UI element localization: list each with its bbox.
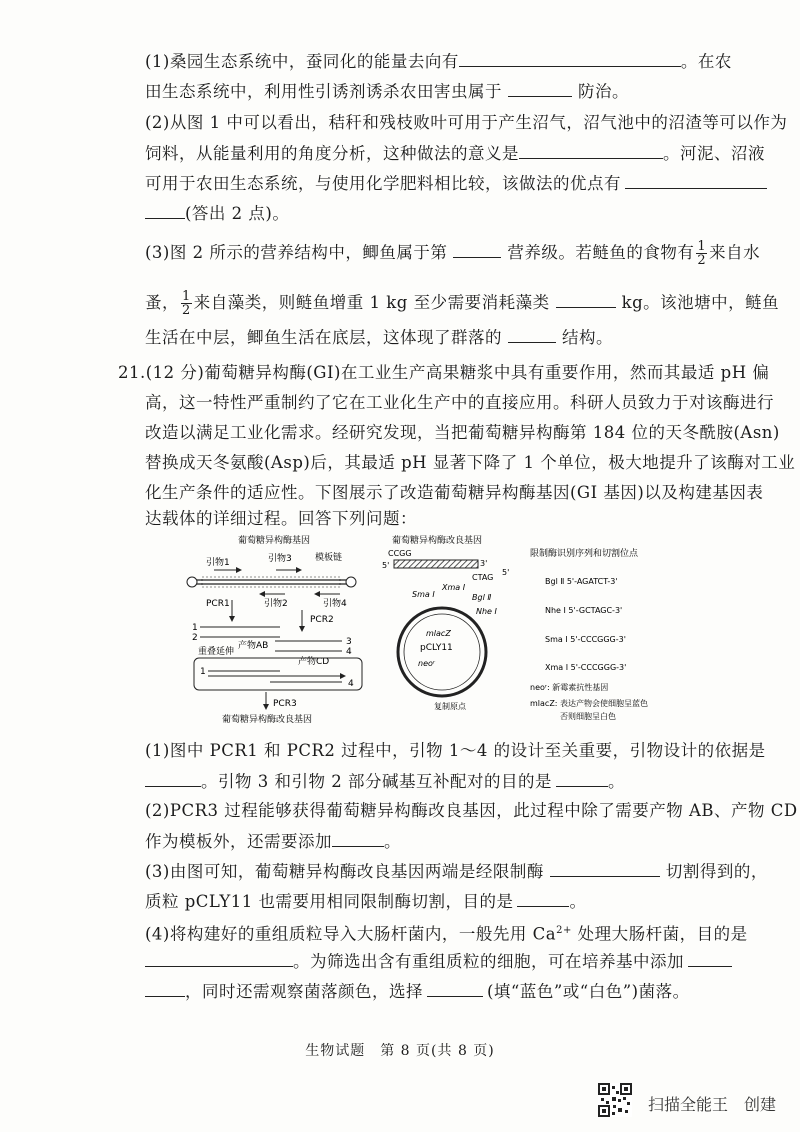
overlap-pcr-diagram <box>187 534 362 725</box>
answer-blank[interactable] <box>459 50 681 67</box>
q21-intro-4: 替换成天冬氨酸(Asp)后，其最适 pH 显著下降了 1 个单位，极大地提升了该酶对工业 <box>145 453 796 472</box>
answer-blank[interactable] <box>550 860 660 877</box>
svg-text:否则细胞呈白色: 否则细胞呈白色 <box>560 712 616 721</box>
right-title: 限制酶识别序列和切割位点 <box>530 549 639 559</box>
answer-blank[interactable] <box>508 80 572 97</box>
svg-text:Xma Ⅰ 5'-CCCGGG-3': Xma Ⅰ 5'-CCCGGG-3' <box>545 663 627 672</box>
left-bottom-label: 葡萄糖异构酶改良基因 <box>222 715 313 725</box>
plasmid-name: pCLY11 <box>420 643 453 653</box>
answer-blank[interactable] <box>556 770 608 787</box>
mid-title: 葡萄糖异构酶改良基因 <box>392 536 483 546</box>
q21-intro-2: 高，这一特性严重制约了它在工业化生产中的直接应用。科研人员致力于对该酶进行 <box>145 393 774 412</box>
answer-blank[interactable] <box>517 890 569 907</box>
svg-text:4: 4 <box>348 679 354 689</box>
q20-line1: (1)桑园生态系统中，蚕同化的能量去向有 。在农 <box>145 52 732 71</box>
svg-text:neoʳ: neoʳ <box>418 659 435 668</box>
q21-s1-line2: 。引物 3 和引物 2 部分碱基互补配对的目的是 。 <box>145 770 625 793</box>
answer-blank[interactable] <box>453 241 501 258</box>
q20-line5: 可用于农田生态系统，与使用化学肥料相比较，该做法的优点有 <box>145 172 767 195</box>
pcr2-label: PCR2 <box>310 615 334 625</box>
scanner-watermark: 扫描全能王 创建 <box>648 1095 777 1114</box>
q21-s2-line2: 作为模板外，还需要添加 。 <box>145 832 401 851</box>
pcr1-label: PCR1 <box>206 599 230 609</box>
q21-s4-line3: ，同时还需观察菌落颜色，选择 (填“蓝色”或“白色”)菌落。 <box>145 980 690 1003</box>
pcr3-label: PCR3 <box>273 699 297 709</box>
q20-line4: 饲料，从能量利用的角度分析，这种做法的意义是 。河泥、沼液 <box>145 144 765 163</box>
gene-construction-figure <box>180 530 680 730</box>
product-cd-label: 产物CD <box>298 657 330 667</box>
svg-text:2: 2 <box>192 633 198 643</box>
answer-blank[interactable] <box>688 950 732 967</box>
ccgg-label: CCGG <box>388 549 412 558</box>
answer-blank[interactable] <box>625 172 767 189</box>
svg-text:Bgl Ⅱ: Bgl Ⅱ <box>472 593 492 602</box>
primer2-label: 引物2 <box>264 599 288 609</box>
svg-text:4: 4 <box>346 647 352 657</box>
template-chain-label: 模板链 <box>315 553 343 563</box>
answer-blank[interactable] <box>519 142 663 159</box>
q21-s3-line1: (3)由图可知，葡萄糖异构酶改良基因两端是经限制酶 切割得到的， <box>145 862 768 881</box>
ctag-label: CTAG <box>472 573 494 582</box>
fraction-half: $\frac{1}{2}$ <box>182 289 191 318</box>
svg-text:5': 5' <box>382 561 390 570</box>
q20-line9: 生活在中层，鲫鱼生活在底层，这体现了群落的 结构。 <box>145 328 613 347</box>
answer-blank[interactable] <box>556 291 616 308</box>
answer-blank[interactable] <box>145 202 185 219</box>
q20-line8: 蚤， $\frac{1}{2}$ 来自藻类，则鲢鱼增重 1 kg 至少需要消耗藻类 kg。该池塘中，鲢鱼 <box>145 289 780 318</box>
q21-s3-line2: 质粒 pCLY11 也需要用相同限制酶切割，目的是 。 <box>145 892 587 911</box>
answer-blank[interactable] <box>145 950 293 967</box>
svg-text:5': 5' <box>502 568 510 577</box>
svg-text:Nhe Ⅰ 5'-GCTAGC-3': Nhe Ⅰ 5'-GCTAGC-3' <box>545 606 623 615</box>
answer-blank[interactable] <box>145 980 185 997</box>
primer4-label: 引物4 <box>323 599 347 609</box>
svg-text:Nhe Ⅰ: Nhe Ⅰ <box>476 607 497 616</box>
svg-text:neoʳ: 新霉素抗性基因: neoʳ: 新霉素抗性基因 <box>530 683 609 692</box>
page-footer: 生物试题 第 8 页(共 8 页) <box>305 1043 495 1059</box>
answer-blank[interactable] <box>332 830 384 847</box>
q21-s4-line2: 。为筛选出含有重组质粒的细胞，可在培养基中添加 <box>145 950 732 973</box>
q20-line7: (3)图 2 所示的营养结构中，鲫鱼属于第 营养级。若鲢鱼的食物有 $\frac{1}{2}$ 来自水 <box>145 239 761 268</box>
q21-s1-line1: (1)图中 PCR1 和 PCR2 过程中，引物 1～4 的设计至关重要，引物设计的依据是 <box>145 741 766 760</box>
svg-text:Bgl Ⅱ 5'-AGATCT-3': Bgl Ⅱ 5'-AGATCT-3' <box>545 577 618 586</box>
svg-text:3': 3' <box>480 559 488 568</box>
product-ab-label: 产物AB <box>238 641 269 651</box>
primer1-label: 引物1 <box>206 558 230 568</box>
q20-line2: 田生态系统中，利用性引诱剂诱杀农田害虫属于 防治。 <box>145 82 629 101</box>
fraction-half: $\frac{1}{2}$ <box>697 239 707 268</box>
q21-intro-1: 21.(12 分)葡萄糖异构酶(GI)在工业生产高果糖浆中具有重要作用，然而其最适 pH 偏 <box>118 363 770 382</box>
left-title: 葡萄糖异构酶基因 <box>238 536 311 546</box>
answer-blank[interactable] <box>508 326 556 343</box>
svg-text:1: 1 <box>192 623 198 633</box>
svg-text:mlacZ: mlacZ <box>426 629 451 638</box>
q20-line3: (2)从图 1 中可以看出，秸秆和残枝败叶可用于产生沼气，沼气池中的沼渣等可以作为 <box>145 113 788 132</box>
svg-text:3: 3 <box>346 637 352 647</box>
svg-text:Sma Ⅰ 5'-CCCGGG-3': Sma Ⅰ 5'-CCCGGG-3' <box>545 635 626 644</box>
q20-line6: (答出 2 点)。 <box>145 202 289 225</box>
q21-intro-5: 化生产条件的适应性。下图展示了改造葡萄糖异构酶基因(GI 基因)以及构建基因表 <box>145 483 764 502</box>
q21-intro-3: 改造以满足工业化需求。经研究发现，当把葡萄糖异构酶第 184 位的天冬酰胺(Asn) <box>145 423 780 442</box>
restriction-site-table <box>530 547 648 721</box>
svg-text:1: 1 <box>200 667 206 677</box>
plasmid-diagram <box>382 534 509 711</box>
answer-blank[interactable] <box>145 770 201 787</box>
q21-intro-6: 达载体的详细过程。回答下列问题： <box>145 509 417 528</box>
qr-code-icon <box>598 1083 632 1117</box>
svg-text:mlacZ: 表达产物会使细胞呈蓝色: mlacZ: 表达产物会使细胞呈蓝色 <box>530 699 649 708</box>
primer3-label: 引物3 <box>268 554 292 564</box>
svg-text:Sma Ⅰ: Sma Ⅰ <box>412 590 435 599</box>
q21-s4-line1: (4)将构建好的重组质粒导入大肠杆菌内，一般先用 $Ca^{2+}$ 处理大肠杆菌，目的是 <box>145 924 748 944</box>
q21-s2-line1: (2)PCR3 过程能够获得葡萄糖异构酶改良基因，此过程中除了需要产物 AB、产物 CD <box>145 801 798 820</box>
svg-text:Xma Ⅰ: Xma Ⅰ <box>442 583 466 592</box>
answer-blank[interactable] <box>427 980 483 997</box>
ori-label: 复制原点 <box>434 702 466 711</box>
overlap-label: 重叠延伸 <box>198 647 235 657</box>
